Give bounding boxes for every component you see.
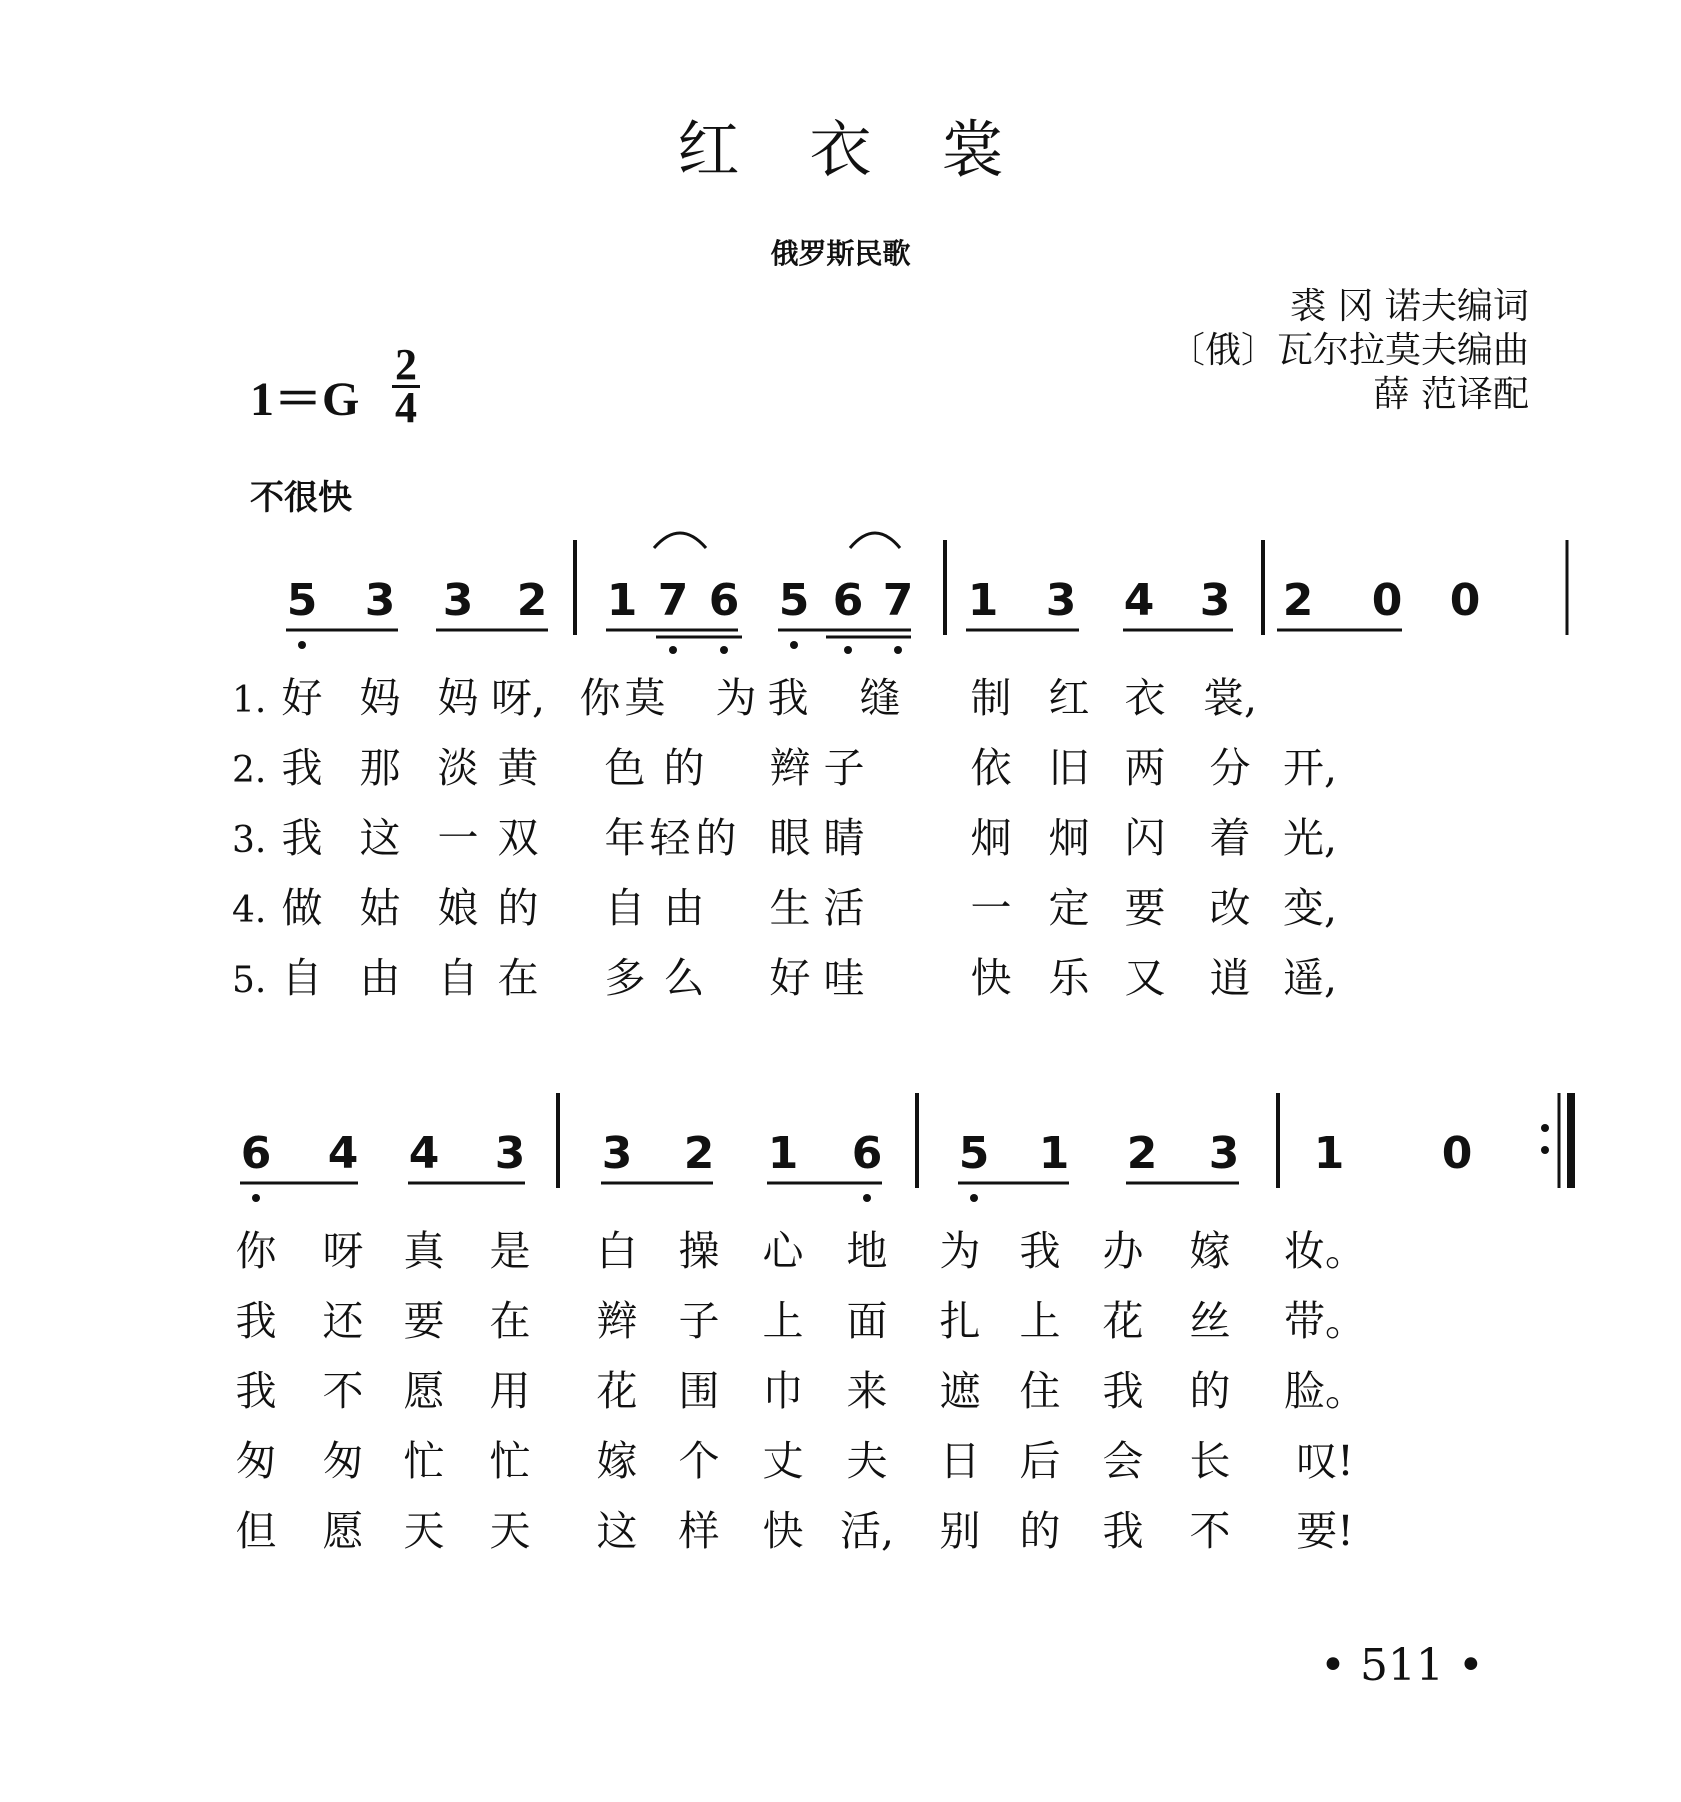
lyric-syllable: 嫁 — [596, 1437, 638, 1485]
lyric-syllable: 要 — [1124, 884, 1166, 932]
lyric-syllable: 轻 — [649, 814, 691, 862]
lyric-syllable: 又 — [1124, 954, 1166, 1002]
lyric-syllable: 一 — [970, 884, 1012, 932]
octave-dot — [252, 1194, 260, 1202]
lyric-syllable: 这 — [596, 1507, 638, 1555]
lyric-syllable: 别 — [939, 1507, 981, 1555]
translator-credit: 薛 范译配 — [1373, 374, 1529, 415]
lyric-syllable: 地 — [846, 1227, 888, 1275]
lyric-syllable: 依 — [970, 744, 1012, 792]
lyric-syllable: 莫 — [624, 674, 666, 722]
lyric-syllable: 是 — [489, 1227, 531, 1275]
jianpu-note: 2 — [1282, 575, 1314, 626]
jianpu-note: 0 — [1441, 1128, 1473, 1179]
jianpu-note: 4 — [1123, 575, 1155, 626]
octave-dot — [970, 1194, 978, 1202]
lyric-syllable: 光, — [1282, 814, 1338, 862]
lyric-syllable: 衣 — [1124, 674, 1166, 722]
lyric-syllable: 我 — [281, 744, 323, 792]
lyric-syllable: 在 — [497, 954, 539, 1002]
lyric-syllable: 妆。 — [1284, 1227, 1366, 1275]
lyric-syllable: 改 — [1209, 884, 1251, 932]
lyric-syllable: 闪 — [1124, 814, 1166, 862]
composer-credit: 〔俄〕瓦尔拉莫夫编曲 — [1168, 330, 1529, 371]
lyric-syllable: 样 — [678, 1507, 720, 1555]
lyric-syllable: 两 — [1124, 744, 1166, 792]
jianpu-note: 6 — [240, 1128, 272, 1179]
lyric-syllable: 黄 — [497, 744, 539, 792]
verse-number: 5. — [232, 960, 267, 1001]
jianpu-note: 6 — [708, 575, 740, 626]
lyric-syllable: 遥, — [1282, 954, 1338, 1002]
jianpu-note: 3 — [1199, 575, 1231, 626]
lyric-syllable: 我 — [235, 1297, 277, 1345]
lyric-syllable: 天 — [489, 1507, 531, 1555]
jianpu-note: 1 — [606, 575, 638, 626]
lyric-syllable: 年 — [604, 814, 646, 862]
jianpu-note: 5 — [778, 575, 810, 626]
lyric-syllable: 自 — [437, 954, 479, 1002]
jianpu-note: 0 — [1371, 575, 1403, 626]
lyric-syllable: 呀, — [490, 674, 546, 722]
lyric-syllable: 日 — [939, 1437, 981, 1485]
tie-arc — [654, 533, 706, 548]
lyric-syllable: 由 — [359, 954, 401, 1002]
lyric-syllable: 逍 — [1209, 954, 1251, 1002]
repeat-dot — [1541, 1146, 1549, 1154]
page-number: • 511 • — [1320, 1640, 1484, 1691]
lyric-syllable: 活 — [823, 884, 865, 932]
lyric-syllable: 在 — [489, 1297, 531, 1345]
lyric-syllable: 开, — [1282, 744, 1338, 792]
lyric-syllable: 匆 — [235, 1437, 277, 1485]
jianpu-note: 4 — [327, 1128, 359, 1179]
time-signature-bottom: 4 — [395, 383, 417, 432]
lyric-syllable: 眼 — [769, 814, 811, 862]
lyric-syllable: 淡 — [437, 744, 479, 792]
jianpu-note: 1 — [1313, 1128, 1345, 1179]
jianpu-note: 5 — [286, 575, 318, 626]
lyric-syllable: 的 — [497, 884, 539, 932]
lyric-syllable: 面 — [846, 1297, 888, 1345]
lyric-syllable: 要! — [1296, 1507, 1354, 1555]
octave-dot — [720, 646, 728, 654]
lyric-syllable: 丝 — [1189, 1297, 1231, 1345]
lyric-syllable: 辫 — [596, 1297, 638, 1345]
jianpu-note: 3 — [1045, 575, 1077, 626]
lyric-syllable: 叹! — [1296, 1437, 1354, 1485]
lyric-syllable: 我 — [281, 814, 323, 862]
lyric-syllable: 色 — [604, 744, 646, 792]
lyric-syllable: 真 — [403, 1227, 445, 1275]
lyric-syllable: 子 — [823, 744, 865, 792]
tempo-marking: 不很快 — [250, 478, 352, 518]
octave-dot — [863, 1194, 871, 1202]
lyric-syllable: 脸。 — [1284, 1367, 1366, 1415]
jianpu-note: 7 — [657, 575, 689, 626]
lyric-syllable: 缝 — [859, 674, 901, 722]
lyric-syllable: 嫁 — [1189, 1227, 1231, 1275]
lyric-syllable: 那 — [359, 744, 401, 792]
lyric-syllable: 由 — [663, 884, 705, 932]
lyric-syllable: 姑 — [359, 884, 401, 932]
lyric-syllable: 花 — [596, 1367, 638, 1415]
lyric-syllable: 辫 — [769, 744, 811, 792]
lyric-syllable: 么 — [663, 954, 705, 1002]
jianpu-note: 3 — [1208, 1128, 1240, 1179]
lyric-syllable: 快 — [970, 954, 1012, 1002]
key-signature: 1＝G — [250, 373, 360, 426]
lyric-syllable: 生 — [769, 884, 811, 932]
lyric-syllable: 乐 — [1048, 954, 1090, 1002]
lyric-syllable: 我 — [767, 674, 809, 722]
lyric-syllable: 遮 — [939, 1367, 981, 1415]
lyric-syllable: 扎 — [939, 1297, 981, 1345]
lyric-syllable: 自 — [604, 884, 646, 932]
verse-number: 3. — [232, 820, 267, 861]
lyric-syllable: 巾 — [762, 1367, 804, 1415]
lyric-syllable: 睛 — [823, 814, 865, 862]
lyric-syllable: 你 — [235, 1227, 277, 1275]
lyric-syllable: 活, — [839, 1507, 895, 1555]
lyric-syllable: 来 — [846, 1367, 888, 1415]
jianpu-note: 3 — [601, 1128, 633, 1179]
lyric-syllable: 裳, — [1202, 674, 1258, 722]
lyric-syllable: 用 — [489, 1367, 531, 1415]
jianpu-note: 7 — [882, 575, 914, 626]
jianpu-note: 4 — [408, 1128, 440, 1179]
lyric-syllable: 个 — [678, 1437, 720, 1485]
lyric-syllable: 这 — [359, 814, 401, 862]
lyric-syllable: 炯 — [970, 814, 1012, 862]
lyric-syllable: 妈 — [359, 674, 401, 722]
lyric-syllable: 红 — [1048, 674, 1090, 722]
lyric-syllable: 后 — [1019, 1437, 1061, 1485]
lyric-syllable: 不 — [322, 1367, 364, 1415]
lyric-syllable: 的 — [663, 744, 705, 792]
lyric-syllable: 愿 — [322, 1507, 364, 1555]
lyric-syllable: 忙 — [489, 1437, 531, 1485]
lyric-syllable: 忙 — [403, 1437, 445, 1485]
lyric-syllable: 双 — [497, 814, 539, 862]
lyric-syllable: 不 — [1189, 1507, 1231, 1555]
jianpu-note: 3 — [442, 575, 474, 626]
lyric-syllable: 天 — [403, 1507, 445, 1555]
lyric-syllable: 炯 — [1048, 814, 1090, 862]
lyric-syllable: 花 — [1102, 1297, 1144, 1345]
lyric-syllable: 我 — [235, 1367, 277, 1415]
lyric-syllable: 长 — [1189, 1437, 1231, 1485]
octave-dot — [894, 646, 902, 654]
octave-dot — [669, 646, 677, 654]
lyric-syllable: 分 — [1209, 744, 1251, 792]
lyric-syllable: 的 — [1189, 1367, 1231, 1415]
lyric-syllable: 多 — [604, 954, 646, 1002]
lyric-syllable: 自 — [281, 954, 323, 1002]
song-title: 红衣裳 — [677, 113, 1074, 186]
lyric-syllable: 匆 — [322, 1437, 364, 1485]
jianpu-note: 1 — [967, 575, 999, 626]
verse-number: 1. — [232, 680, 267, 721]
lyricist-credit: 裘 冈 诺夫编词 — [1290, 286, 1529, 327]
verse-number: 2. — [232, 750, 267, 791]
lyric-syllable: 围 — [678, 1367, 720, 1415]
lyric-syllable: 做 — [281, 884, 323, 932]
lyric-syllable: 子 — [678, 1297, 720, 1345]
lyric-syllable: 你 — [579, 674, 621, 722]
jianpu-note: 0 — [1449, 575, 1481, 626]
lyric-syllable: 我 — [1102, 1507, 1144, 1555]
lyric-syllable: 定 — [1048, 884, 1090, 932]
lyric-syllable: 上 — [1019, 1297, 1061, 1345]
lyric-syllable: 夫 — [846, 1437, 888, 1485]
lyric-syllable: 娘 — [437, 884, 479, 932]
lyric-syllable: 的 — [695, 814, 737, 862]
lyric-syllable: 操 — [678, 1227, 720, 1275]
lyric-syllable: 好 — [769, 954, 811, 1002]
lyric-syllable: 旧 — [1048, 744, 1090, 792]
lyric-syllable: 好 — [281, 674, 323, 722]
jianpu-note: 2 — [683, 1128, 715, 1179]
song-subtitle: 俄罗斯民歌 — [770, 237, 911, 270]
lyric-syllable: 的 — [1019, 1507, 1061, 1555]
lyric-syllable: 白 — [596, 1227, 638, 1275]
jianpu-note: 6 — [832, 575, 864, 626]
lyric-syllable: 妈 — [437, 674, 479, 722]
repeat-dot — [1541, 1124, 1549, 1132]
lyric-syllable: 为 — [715, 674, 757, 722]
lyric-syllable: 我 — [1102, 1367, 1144, 1415]
tie-arc — [850, 533, 900, 548]
lyric-syllable: 为 — [939, 1227, 981, 1275]
lyric-syllable: 上 — [762, 1297, 804, 1345]
lyric-syllable: 着 — [1209, 814, 1251, 862]
lyric-syllable: 愿 — [403, 1367, 445, 1415]
lyric-syllable: 但 — [235, 1507, 277, 1555]
lyric-syllable: 还 — [322, 1297, 364, 1345]
lyric-syllable: 变, — [1282, 884, 1338, 932]
octave-dot — [790, 641, 798, 649]
time-signature-top: 2 — [395, 340, 417, 389]
lyric-syllable: 制 — [970, 674, 1012, 722]
jianpu-note: 1 — [1038, 1128, 1070, 1179]
lyric-syllable: 办 — [1102, 1227, 1144, 1275]
verse-number: 4. — [232, 890, 267, 931]
lyric-syllable: 带。 — [1284, 1297, 1366, 1345]
lyric-syllable: 呀 — [322, 1227, 364, 1275]
jianpu-note: 3 — [494, 1128, 526, 1179]
jianpu-note: 2 — [516, 575, 548, 626]
lyric-syllable: 哇 — [823, 954, 865, 1002]
lyric-syllable: 我 — [1019, 1227, 1061, 1275]
lyric-syllable: 住 — [1019, 1367, 1061, 1415]
jianpu-note: 5 — [958, 1128, 990, 1179]
lyric-syllable: 一 — [437, 814, 479, 862]
lyric-syllable: 快 — [762, 1507, 804, 1555]
jianpu-note: 3 — [364, 575, 396, 626]
jianpu-note: 6 — [851, 1128, 883, 1179]
lyric-syllable: 心 — [762, 1227, 804, 1275]
lyric-syllable: 丈 — [762, 1437, 804, 1485]
lyric-syllable: 要 — [403, 1297, 445, 1345]
octave-dot — [298, 641, 306, 649]
octave-dot — [844, 646, 852, 654]
jianpu-note: 2 — [1126, 1128, 1158, 1179]
lyric-syllable: 会 — [1102, 1437, 1144, 1485]
jianpu-note: 1 — [767, 1128, 799, 1179]
